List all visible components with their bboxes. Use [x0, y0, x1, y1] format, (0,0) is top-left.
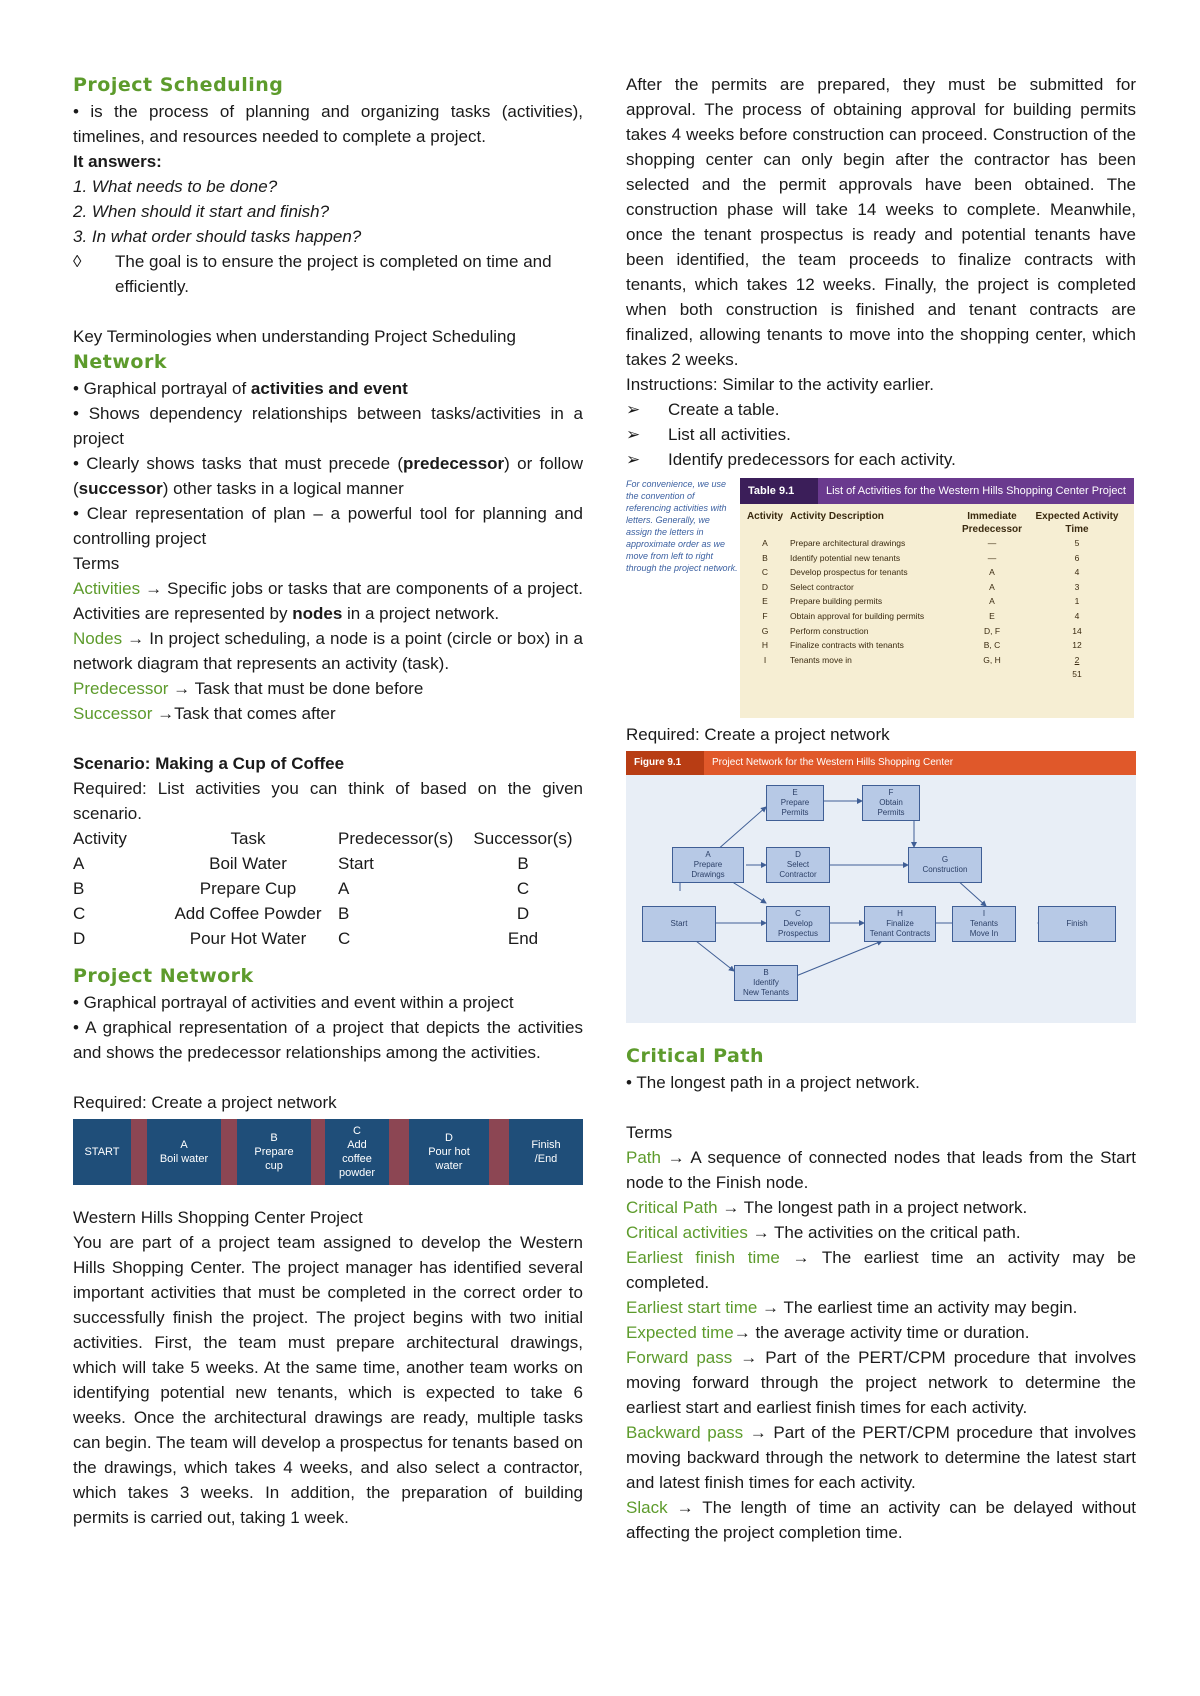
- terms-label-right: Terms: [626, 1123, 673, 1142]
- term-earliest-start: Earliest start time → The earliest time an activity may begin.: [626, 1298, 1078, 1317]
- coffee-flow-diagram: [73, 1119, 583, 1185]
- cp-bullet-1: • The longest path in a project network.: [626, 1073, 920, 1092]
- wh-paragraph-continued: After the permits are prepared, they must be submitted for approval. The process of obtaining approval for building permits takes 4 weeks before construction can proceed. Construction of the shopping center can only begin after the contractor has been selected and the permit approvals have been obtained. The construction phase will take 14 weeks to complete. Meanwhile, once the tenant prospectus is ready and potential tenants have been identified, the team proceeds to finalize contracts with tenants, which takes 12 weeks. Finally, the project is completed when both construction is finished and tenant contracts are finalized, allowing tenants to move into the shopping center, which takes 2 weeks.: [626, 75, 1136, 369]
- table-row: D Pour Hot Water C End: [73, 929, 539, 948]
- network-node-f: F Obtain Permits: [862, 785, 920, 821]
- flow-node-d: D Pour hot water: [428, 1132, 470, 1172]
- required-network: Required: Create a project network: [626, 725, 890, 744]
- network-node-e: E Prepare Permits: [766, 785, 824, 821]
- table-row: B Prepare Cup A C: [73, 879, 530, 898]
- flow-node-a: A Boil water: [159, 1139, 209, 1165]
- flow-divider: [221, 1119, 237, 1185]
- table-row: A Boil Water Start B: [73, 854, 529, 873]
- coffee-table: [73, 826, 583, 951]
- heading-network: Network: [73, 351, 167, 373]
- wh-title: Western Hills Shopping Center Project: [73, 1208, 363, 1227]
- network-bullet-4: • Clear representation of plan – a powerful tool for planning and controlling project: [73, 504, 583, 548]
- flow-node-c: C Add coffee powder: [338, 1125, 376, 1179]
- figure-title: Project Network for the Western Hills Shopping Center: [712, 757, 954, 768]
- network-node-g: G Construction: [908, 847, 982, 883]
- table-row: E Prepare building permits A 1: [762, 596, 1080, 607]
- table-row: B Identify potential new tenants — 6: [762, 552, 1080, 563]
- table-number: Table 9.1: [740, 478, 818, 504]
- flow-divider: [489, 1119, 509, 1185]
- instruction-item: ➢ List all activities.: [626, 422, 1136, 447]
- term-slack: Slack → The length of time an activity can be delayed without affecting the project completion time.: [626, 1498, 1136, 1542]
- diamond-icon: ◊: [73, 252, 82, 271]
- table-title: List of Activities for the Western Hills Shopping Center Project: [826, 485, 1126, 497]
- question-2: 2. When should it start and finish?: [73, 202, 330, 221]
- question-1: 1. What needs to be done?: [73, 177, 278, 196]
- term-expected-time: Expected time→ the average activity time or duration.: [626, 1323, 1030, 1342]
- term-nodes: Nodes → In project scheduling, a node is a point (circle or box) in a network diagram that represents an activity (task).: [73, 629, 583, 673]
- network-node-finish: Finish: [1038, 906, 1116, 942]
- arrow-bullet-icon: ➢: [626, 425, 641, 444]
- term-forward-pass: Forward pass → Part of the PERT/CPM procedure that involves moving forward through the project network to determine the earliest start and earliest finish times for each activity.: [626, 1348, 1136, 1417]
- left-column: [73, 72, 583, 1530]
- activity-table-figure: [626, 478, 1136, 718]
- goal-item: [73, 249, 583, 299]
- network-bullet-1: • Graphical portrayal of activities and event: [73, 379, 408, 398]
- network-node-start: Start: [642, 906, 716, 942]
- flow-divider: [389, 1119, 409, 1185]
- arrow-bullet-icon: ➢: [626, 400, 641, 419]
- heading-project-scheduling: Project Scheduling: [73, 74, 284, 96]
- flow-node-start: START: [84, 1146, 120, 1158]
- terms-label: Terms: [73, 554, 120, 573]
- term-activities: Activities → Specific jobs or tasks that are components of a project. Activities are represented by nodes in a project network.: [73, 579, 583, 623]
- term-backward-pass: Backward pass → Part of the PERT/CPM procedure that involves moving backward through the network to determine the latest start and latest finish times for each activity.: [626, 1423, 1136, 1492]
- term-predecessor: Predecessor → Task that must be done before: [73, 679, 424, 698]
- table-row: A Prepare architectural drawings — 5: [762, 538, 1080, 548]
- table-total: 51: [1072, 669, 1082, 680]
- pn-bullet-1: • Graphical portrayal of activities and event within a project: [73, 993, 514, 1012]
- pn-bullet-2: • A graphical representation of a project that depicts the activities and shows the predecessor relationships among the activities.: [73, 1018, 583, 1062]
- coffee-table-header: Activity Task Predecessor(s) Successor(s): [73, 829, 573, 848]
- flow-node-b: B Prepare cup: [254, 1132, 294, 1172]
- term-successor: Successor →Task that comes after: [73, 704, 336, 723]
- question-3: 3. In what order should tasks happen?: [73, 227, 362, 246]
- table-row: G Perform construction D, F 14: [761, 625, 1082, 636]
- heading-critical-path: Critical Path: [626, 1045, 764, 1067]
- key-terminologies: Key Terminologies when understanding Project Scheduling: [73, 327, 516, 346]
- table-row: C Add Coffee Powder B D: [73, 904, 530, 923]
- scenario-required: Required: List activities you can think of based on the given scenario.: [73, 779, 583, 823]
- instructions: Instructions: Similar to the activity earlier.: [626, 375, 935, 394]
- goal-text: The goal is to ensure the project is completed on time and efficiently.: [115, 252, 552, 296]
- network-node-i: I Tenants Move In: [952, 906, 1016, 942]
- table-row: H Finalize contracts with tenants B, C 12: [761, 640, 1082, 651]
- term-path: Path → A sequence of connected nodes that leads from the Start node to the Finish node.: [626, 1148, 1136, 1192]
- table-row: D Select contractor A 3: [761, 581, 1080, 592]
- answers-label: It answers:: [73, 152, 162, 171]
- network-node-c: C Develop Prospectus: [766, 906, 830, 942]
- instruction-item: ➢ Identify predecessors for each activity.: [626, 447, 1136, 472]
- network-figure: [626, 751, 1136, 1023]
- flow-node-finish: Finish /End: [531, 1139, 561, 1165]
- network-bullet-2: • Shows dependency relationships between tasks/activities in a project: [73, 404, 583, 448]
- network-node-b: B Identify New Tenants: [734, 965, 798, 1001]
- arrow-bullet-icon: ➢: [626, 450, 641, 469]
- table-total-row: [740, 667, 1134, 682]
- term-earliest-finish: Earliest finish time → The earliest time an activity may be completed.: [626, 1248, 1137, 1292]
- network-node-d: D Select Contractor: [766, 847, 830, 883]
- wh-paragraph: You are part of a project team assigned to develop the Western Hills Shopping Center. The project manager has identified several important activities that must be completed in the correct order to successfully finish the project. The project begins with two initial activities. First, the team must prepare architectural drawings, which will take 5 weeks. At the same time, another team works on identifying potential new tenants, which is expected to take 6 weeks. Once the architectural drawings are ready, multiple tasks can begin. The team will develop a prospectus for tenants based on the drawings, which takes 4 weeks, and also select a contractor, which takes 3 weeks. In addition, the preparation of building permits is carried out, taking 1 week.: [73, 1233, 583, 1527]
- term-critical-activities: Critical activities → The activities on the critical path.: [626, 1223, 1021, 1242]
- right-column: [626, 72, 1136, 1545]
- network-bullet-3: • Clearly shows tasks that must precede (predecessor) or follow (successor) other tasks in a logical manner: [73, 454, 583, 498]
- table-row: F Obtain approval for building permits E 4: [762, 610, 1080, 621]
- scheduling-definition: • is the process of planning and organizing tasks (activities), timelines, and resources needed to complete a project.: [73, 102, 583, 146]
- flow-divider: [311, 1119, 325, 1185]
- scenario-title: Scenario: Making a Cup of Coffee: [73, 754, 345, 773]
- flow-divider: [131, 1119, 147, 1185]
- activity-table-header: Activity Activity Description Immediate Predecessor Expected Activity Time: [746, 511, 1119, 535]
- activity-table-panel: [740, 478, 1134, 718]
- table-row: I Tenants move in G, H 2: [763, 654, 1080, 665]
- network-node-h: H Finalize Tenant Contracts: [864, 906, 936, 942]
- table-side-note: For convenience, we use the convention of referencing activities with letters. Generally, we assign the letters in approximate order as we move from left to right through the project network.: [626, 479, 738, 573]
- term-critical-path: Critical Path → The longest path in a project network.: [626, 1198, 1028, 1217]
- figure-number: Figure 9.1: [626, 751, 704, 775]
- instruction-item: ➢ Create a table.: [626, 397, 1136, 422]
- network-node-a: A Prepare Drawings: [672, 847, 744, 883]
- heading-project-network: Project Network: [73, 965, 254, 987]
- table-row: C Develop prospectus for tenants A 4: [761, 567, 1080, 578]
- pn-required: Required: Create a project network: [73, 1093, 337, 1112]
